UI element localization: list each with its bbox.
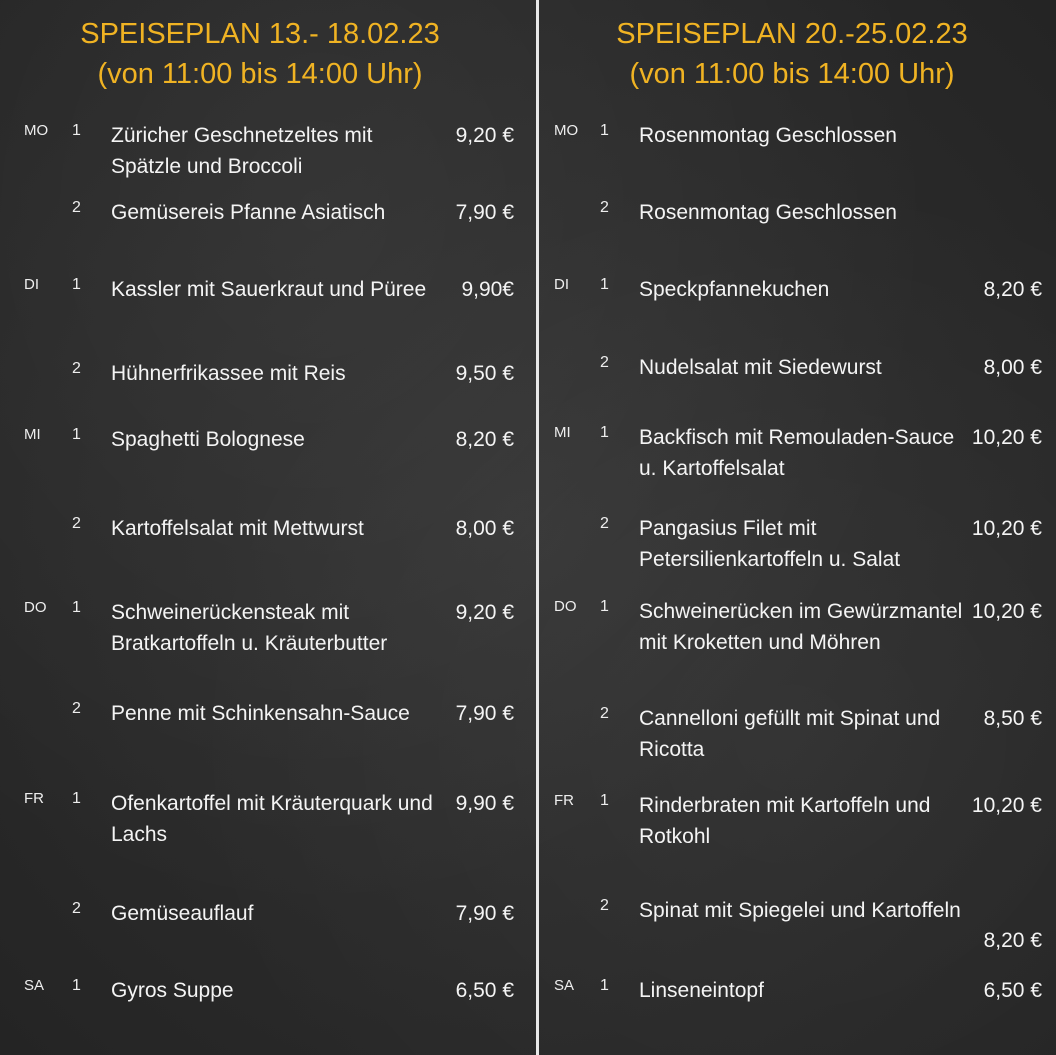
- day-label: MI: [554, 424, 571, 441]
- dish-name: Rinderbraten mit Kartoffeln und Rotkohl: [639, 794, 931, 848]
- dish-name: Pangasius Filet mit Petersilienkartoffeln u. Salat: [639, 517, 901, 571]
- dish-price: 10,20 €: [971, 794, 1042, 817]
- dish-number: 1: [72, 599, 81, 616]
- dish-name: Rosenmontag Geschlossen: [639, 201, 897, 224]
- day-label: SA: [554, 977, 575, 994]
- dish-name: Gemüseauflauf: [111, 902, 254, 925]
- dish-number: 2: [72, 900, 81, 917]
- day-label: DO: [554, 598, 577, 615]
- dish-number: 2: [600, 897, 609, 914]
- dish-number: 2: [600, 199, 609, 216]
- dish-price: 8,00 €: [983, 356, 1042, 379]
- week-2-title: [540, 14, 1044, 94]
- dish-number: 2: [72, 700, 81, 717]
- dish-price: 7,90 €: [455, 702, 514, 725]
- dish-name: Backfisch mit Remouladen-Sauce u. Kartoffelsalat: [639, 426, 955, 480]
- dish-price: 10,20 €: [971, 517, 1042, 540]
- dish-price: 8,20 €: [983, 278, 1042, 301]
- dish-name: Nudelsalat mit Siedewurst: [639, 356, 882, 379]
- dish-price: 6,50 €: [983, 979, 1042, 1002]
- dish-number: 1: [600, 424, 609, 441]
- dish-name: Kartoffelsalat mit Mettwurst: [111, 517, 364, 540]
- day-label: DI: [554, 276, 569, 293]
- day-label: DI: [24, 276, 39, 293]
- day-label: MO: [24, 122, 49, 139]
- dish-price: 9,50 €: [455, 362, 514, 385]
- dish-price: 9,20 €: [455, 124, 514, 147]
- dish-price: 8,20 €: [983, 929, 1042, 952]
- day-label: FR: [554, 792, 574, 809]
- dish-price: 9,20 €: [455, 601, 514, 624]
- dish-name: Ofenkartoffel mit Kräuterquark und Lachs: [111, 792, 433, 846]
- menu-week-2: [540, 0, 1056, 1055]
- week-2-title-dates: SPEISEPLAN 20.-25.02.23: [616, 18, 968, 50]
- dish-name: Züricher Geschnetzeltes mit Spätzle und Broccoli: [111, 124, 373, 178]
- dish-name: Hühnerfrikassee mit Reis: [111, 362, 346, 385]
- column-divider: [536, 0, 539, 1055]
- dish-price: 9,90 €: [455, 792, 514, 815]
- dish-number: 1: [72, 977, 81, 994]
- dish-name: Gyros Suppe: [111, 979, 234, 1002]
- dish-price: 8,20 €: [455, 428, 514, 451]
- dish-number: 2: [600, 354, 609, 371]
- dish-price: 10,20 €: [971, 426, 1042, 449]
- dish-number: 1: [72, 122, 81, 139]
- week-2-title-hours: (von 11:00 bis 14:00 Uhr): [629, 58, 955, 90]
- dish-name: Kassler mit Sauerkraut und Püree: [111, 278, 427, 301]
- dish-name: Speckpfannekuchen: [639, 278, 830, 301]
- dish-price: 10,20 €: [971, 600, 1042, 623]
- day-label: DO: [24, 599, 47, 616]
- dish-number: 1: [600, 276, 609, 293]
- dish-name: Spaghetti Bolognese: [111, 428, 305, 451]
- dish-price: 7,90 €: [455, 902, 514, 925]
- dish-number: 1: [600, 977, 609, 994]
- dish-price: 8,50 €: [983, 707, 1042, 730]
- week-1-title-dates: SPEISEPLAN 13.- 18.02.23: [80, 18, 440, 50]
- dish-number: 2: [600, 515, 609, 532]
- dish-price: 7,90 €: [455, 201, 514, 224]
- dish-number: 1: [72, 426, 81, 443]
- dish-name: Schweinerückensteak mit Bratkartoffeln u. Kräuterbutter: [111, 601, 388, 655]
- dish-number: 1: [600, 122, 609, 139]
- dish-name: Spinat mit Spiegelei und Kartoffeln: [639, 899, 961, 922]
- day-label: SA: [24, 977, 45, 994]
- day-label: MI: [24, 426, 41, 443]
- dish-number: 1: [72, 790, 81, 807]
- dish-number: 1: [600, 598, 609, 615]
- dish-name: Cannelloni gefüllt mit Spinat und Ricotta: [639, 707, 941, 761]
- week-1-title-hours: (von 11:00 bis 14:00 Uhr): [97, 58, 423, 90]
- day-label: FR: [24, 790, 44, 807]
- dish-name: Gemüsereis Pfanne Asiatisch: [111, 201, 386, 224]
- dish-price: 9,90€: [461, 278, 514, 301]
- day-label: MO: [554, 122, 579, 139]
- dish-name: Linseneintopf: [639, 979, 764, 1002]
- dish-price: 8,00 €: [455, 517, 514, 540]
- dish-number: 1: [72, 276, 81, 293]
- dish-number: 1: [600, 792, 609, 809]
- dish-number: 2: [72, 199, 81, 216]
- dish-number: 2: [600, 705, 609, 722]
- dish-number: 2: [72, 515, 81, 532]
- dish-number: 2: [72, 360, 81, 377]
- week-1-title: [0, 14, 520, 94]
- dish-price: 6,50 €: [455, 979, 514, 1002]
- dish-name: Rosenmontag Geschlossen: [639, 124, 897, 147]
- dish-name: Penne mit Schinkensahn-Sauce: [111, 702, 410, 725]
- dish-name: Schweinerücken im Gewürzmantel mit Kroketten und Möhren: [639, 600, 963, 654]
